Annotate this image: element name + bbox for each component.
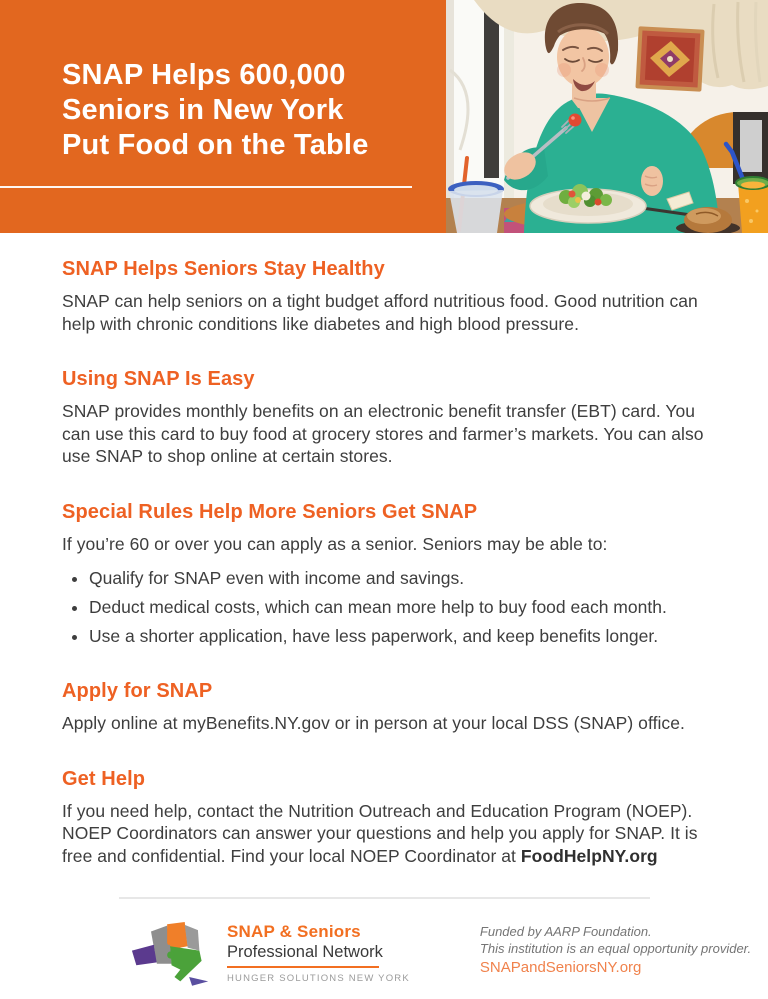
logo-name: SNAP & Seniors [227,922,361,941]
get-help-text: If you need help, contact the Nutrition Outreach and Education Program (NOEP). NOEP Coordinators can answer your questions and help you apply for SNAP. It is free and confidential. Find your local NOEP Coordinator at [62,800,698,866]
section-heading: Using SNAP Is Easy [62,368,255,390]
section-paragraph: If you’re 60 or over you can apply as a senior. Seniors may be able to: [62,533,608,554]
header-photo [446,0,768,233]
section-heading: Apply for SNAP [62,680,213,702]
section-heading: Get Help [62,767,146,790]
senior-eating-salad-photo [446,0,768,233]
ny-state-puzzle-logo [129,911,217,999]
title-underline [0,186,412,188]
funding-note [480,911,751,977]
section-heading: Special Rules Help More Seniors Get SNAP [62,500,478,523]
list-item: • Deduct medical costs, which can mean more help to buy food each month. [89,596,712,618]
logo-text [227,911,410,984]
benefits-list [62,567,712,647]
funding-line-1: Funded by AARP Foundation. [479,924,652,939]
wall-rug [635,26,704,91]
section-paragraph: SNAP provides monthly benefits on an electronic benefit transfer (EBT) card. You can use this card to buy food at grocery stores and farmer’s markets. You can also use SNAP to shop online at certain stores. [62,401,704,466]
section-heading: SNAP Helps Seniors Stay Healthy [62,258,385,280]
banner [0,0,768,233]
section-paragraph [62,800,712,868]
list-item: • Use a shorter application, have less paperwork, and keep benefits longer. [89,625,712,647]
section-paragraph: Apply online at myBenefits.NY.gov or in person at your local DSS (SNAP) office. [62,713,685,733]
funding-line-2: This institution is an equal opportunity provider. [479,940,752,956]
footer [0,897,768,999]
logo-subname: Professional Network [227,943,383,961]
section-stay-healthy [62,258,712,335]
section-get-help [62,768,712,868]
section-paragraph: SNAP can help seniors on a tight budget afford nutritious food. Good nutrition can help with chronic conditions like diabetes and high blood pressure. [62,291,698,334]
logo-tagline: HUNGER SOLUTIONS NEW YORK [227,973,410,984]
banner-orange-panel [0,0,446,233]
section-special-rules [62,501,712,648]
title-line-2: Seniors in New York [62,94,344,126]
footer-divider [119,897,650,899]
title-line-1: SNAP Helps 600,000 [62,59,346,91]
foodhelpny-link: FoodHelpNY.org [520,845,658,866]
logo-rule [227,966,379,968]
section-apply [62,680,712,735]
section-using-snap [62,368,712,468]
page-title [0,0,446,163]
website-link[interactable]: SNAPandSeniorsNY.org [479,959,642,976]
window [446,0,514,200]
list-item: • Qualify for SNAP even with income and savings. [89,567,712,589]
title-line-3: Put Food on the Table [62,129,369,161]
content [0,233,768,867]
